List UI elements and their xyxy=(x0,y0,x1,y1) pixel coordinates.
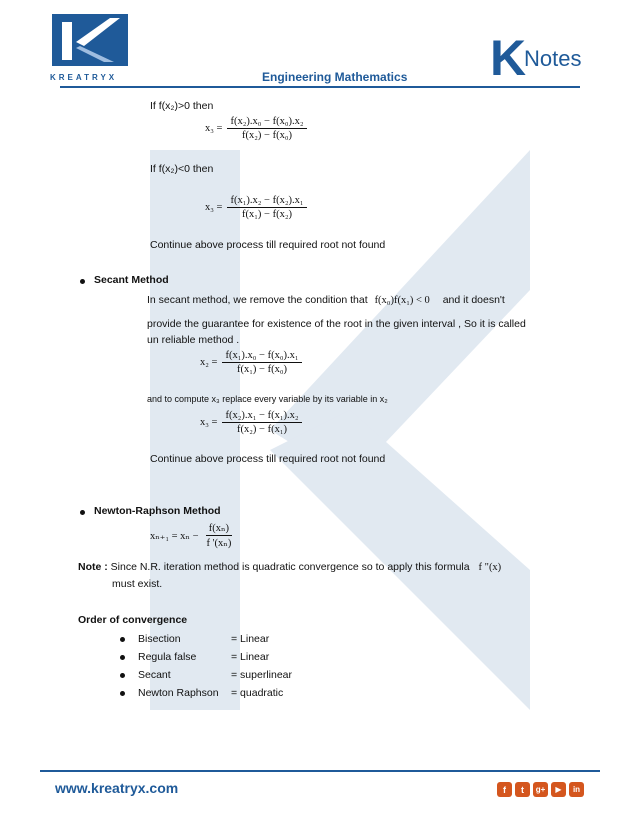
continue-text-1: Continue above process till required root not found xyxy=(150,239,386,251)
bullet-newton xyxy=(80,510,85,515)
equation-fraction xyxy=(204,522,235,549)
equation-x3-secant xyxy=(200,410,302,435)
equation-x3-case1 xyxy=(205,116,307,141)
note-line2: must exist. xyxy=(112,578,163,590)
order-method: Bisection xyxy=(138,633,181,645)
newton-heading: Newton-Raphson Method xyxy=(94,505,221,517)
equation-lhs: x₂ = xyxy=(200,357,218,368)
bullet xyxy=(120,637,125,642)
order-value: = Linear xyxy=(231,633,270,645)
kreatryx-logo-icon xyxy=(50,12,130,68)
note-line1 xyxy=(78,561,501,573)
secant-paragraph-line1 xyxy=(147,294,505,306)
equation-fraction xyxy=(222,410,301,435)
note-formula: f "(x) xyxy=(478,562,502,573)
secant-paragraph-line3: un reliable method . xyxy=(147,334,240,346)
equation-fraction xyxy=(227,195,306,220)
page-title: Engineering Mathematics xyxy=(262,70,408,84)
linkedin-icon[interactable]: in xyxy=(569,782,584,797)
note-label: Note : xyxy=(78,561,108,573)
order-heading: Order of convergence xyxy=(78,614,188,626)
bullet-secant xyxy=(80,279,85,284)
equation-lhs: x₃ = xyxy=(200,417,218,428)
equation-numerator: f(x₁).x₂ − f(x₂).x₁ xyxy=(227,195,306,208)
equation-numerator: f(x₂).x₀ − f(x₀).x₂ xyxy=(227,116,306,129)
equation-denominator: f(x₂) − f(x₁) xyxy=(237,424,287,435)
equation-fraction xyxy=(227,116,306,141)
equation-lhs: x₃ = xyxy=(205,202,223,213)
footer-website-link[interactable]: www.kreatryx.com xyxy=(55,780,179,796)
continue-text-2: Continue above process till required root not found xyxy=(150,453,386,465)
knotes-logo xyxy=(490,30,590,86)
equation-fraction xyxy=(222,350,301,375)
bullet xyxy=(120,673,125,678)
if-negative-text: If f(x₂)<0 then xyxy=(150,163,214,175)
order-row xyxy=(120,633,269,645)
order-value: = Linear xyxy=(231,651,270,663)
equation-denominator: f(x₂) − f(x₀) xyxy=(242,130,292,141)
order-row xyxy=(120,687,283,699)
secant-para-a: In secant method, we remove the condition that xyxy=(147,294,368,306)
twitter-icon[interactable]: t xyxy=(515,782,530,797)
order-method: Newton Raphson xyxy=(138,687,219,699)
bullet xyxy=(120,655,125,660)
secant-para-b: and it doesn't xyxy=(442,294,505,306)
secant-paragraph-line2: provide the guarantee for existence of the root in the given interval , So it is called xyxy=(147,318,526,330)
order-method: Regula false xyxy=(138,651,197,663)
equation-denominator: f(x₁) − f(x₀) xyxy=(237,364,287,375)
equation-lhs: x₃ = xyxy=(205,123,223,134)
secant-compute-note: and to compute x₃ replace every variable by its variable in x₂ xyxy=(147,394,388,404)
order-method: Secant xyxy=(138,669,171,681)
order-row xyxy=(120,669,292,681)
header-divider xyxy=(60,86,580,88)
equation-newton xyxy=(150,522,234,549)
equation-denominator: f '(xₙ) xyxy=(206,538,232,549)
equation-numerator: f(x₁).x₀ − f(x₀).x₁ xyxy=(222,350,301,363)
facebook-icon[interactable]: f xyxy=(497,782,512,797)
bullet xyxy=(120,691,125,696)
youtube-icon[interactable]: ▶ xyxy=(551,782,566,797)
knotes-logo-k: K xyxy=(490,30,527,86)
equation-numerator: f(x₂).x₁ − f(x₁).x₂ xyxy=(222,410,301,423)
order-value: = quadratic xyxy=(231,687,284,699)
kreatryx-logo xyxy=(50,12,130,82)
order-value: = superlinear xyxy=(231,669,292,681)
secant-heading: Secant Method xyxy=(94,274,169,286)
knotes-logo-text: Notes xyxy=(524,46,582,71)
kreatryx-logo-text: KREATRYX xyxy=(50,73,118,82)
equation-numerator: f(xₙ) xyxy=(206,522,232,536)
if-positive-text: If f(x₂)>0 then xyxy=(150,100,214,112)
equation-denominator: f(x₁) − f(x₂) xyxy=(242,209,292,220)
note-text: Since N.R. iteration method is quadratic convergence so to apply this formula xyxy=(110,561,470,573)
google-plus-icon[interactable]: g+ xyxy=(533,782,548,797)
equation-x2-secant xyxy=(200,350,302,375)
order-row xyxy=(120,651,269,663)
equation-lhs: xₙ₊₁ = xₙ − xyxy=(150,530,199,542)
equation-x3-case2 xyxy=(205,195,307,220)
secant-condition: f(x₀)f(x₁) < 0 xyxy=(374,295,430,306)
footer-divider xyxy=(40,770,600,772)
